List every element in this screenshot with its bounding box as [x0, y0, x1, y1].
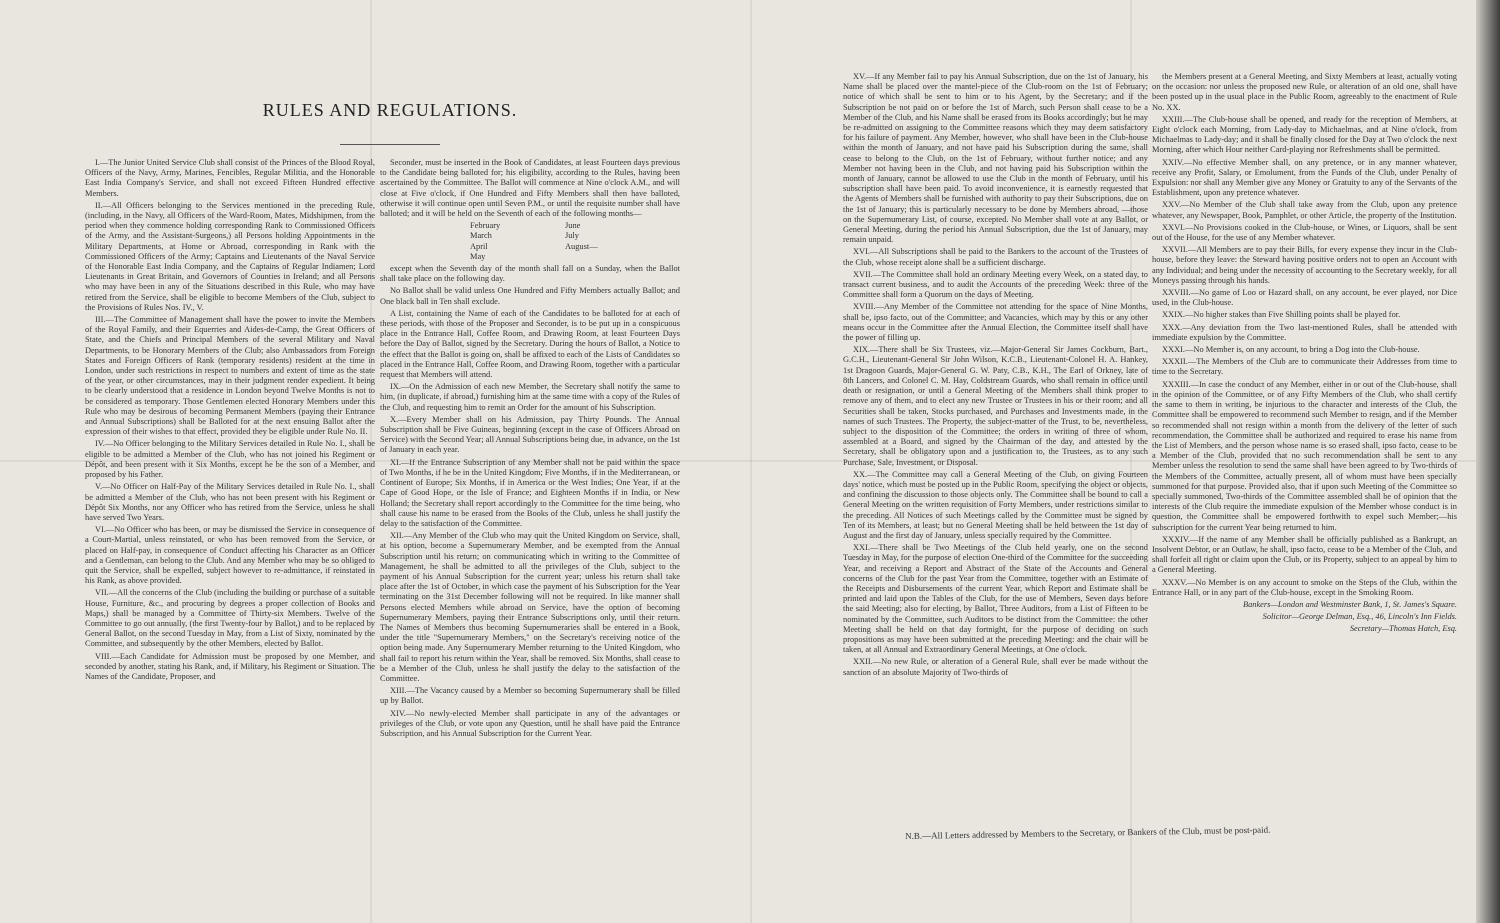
rule-paragraph: XXV.—No Member of the Club shall take away from the Club, upon any pretence whatever, any Newspaper, Book, Pamphlet, or other Article, the property of the Institution.: [1152, 200, 1457, 220]
column-1: [85, 158, 375, 920]
rule-paragraph: XXXIV.—If the name of any Member shall be officially published as a Bankrupt, an Insolvent Debtor, or an Outlaw, he shall, ipso facto, cease to be a Member of the Club, and shall forfeit all right or claim upon the Club, or its Property, subject to an appeal by him to a General Meeting.: [1152, 534, 1457, 575]
rule-paragraph: XXVII.—All Members are to pay their Bills, for every expense they incur in the Club-house, before they leave: the Steward having positive orders not to open an Account with any Individual; and being under the necessity of accounting to the Secretary weekly, for all Moneys passing through his hands.: [1152, 245, 1457, 285]
month-item: August—: [565, 241, 598, 251]
rule-paragraph: VI.—No Officer who has been, or may be dismissed the Service in consequence of a Court-Martial, unless reinstated, or who has been removed from the Service, or placed on Half-pay, in consequence of Conduct affecting his Character as an Officer and a Gentleman, can belong to the Club. And any Member who may be so obliged to quit the Service, shall be expelled, subject however to re-admittance, if reinstated in his Rank, as above provided.: [85, 525, 375, 586]
rule-paragraph: XVII.—The Committee shall hold an ordinary Meeting every Week, on a stated day, to transact current business, and to audit the Accounts of the preceding Week: three of the Committee shall form a Quorum on the days of Meeting.: [843, 269, 1148, 300]
column-4: [1152, 72, 1457, 822]
rule-paragraph: XIX.—There shall be Six Trustees, viz.—Major-General Sir James Cockburn, Bart., G.C.H., Lieutenant-General Sir John Wilson, K.C.B., Lieutenant-Colonel H. A. Hankey, 1st Dragoon Guards, Major-General G. W. Paty, C.B., K.H., The Earl of Orkney, late of 8th Lancers, and Colonel C. M. Hay, Coldstream Guards, who shall remain in office until death or resignation, or until a General Meeting of the Members shall think proper to remove any of them, and to elect any new Trustee or Trustees in his or their room; and all Securities shall be taken, Stocks purchased, and Purchases and Investments made, in the names of such Trustees. The Property, the subject-matter of the Trust, to be, nevertheless, subject to the disposition of the Committee; the orders in writing of three of whom, assembled at a Board, and signed by the Chairman of the day, and attested by the Secretary, shall be obligatory upon and a justification to, the Trustees, as to any such Purchase, Sale, Investment, or Disposal.: [843, 345, 1148, 467]
month-item: [565, 252, 630, 262]
rule-paragraph: IX.—On the Admission of each new Member, the Secretary shall notify the same to him, (in duplicate, if abroad,) furnishing him at the same time with a copy of the Rules of the Club, and requesting him to remit an Order for the amount of his Subscription.: [380, 382, 680, 412]
footnote: N.B.—All Letters addressed by Members to the Secretary, or Bankers of the Club, must be post-paid.: [904, 824, 1271, 842]
rule-paragraph: XII.—Any Member of the Club who may quit the United Kingdom on Service, shall, at his option, become a Supernumerary Member, and be exempted from the Annual Subscription until his return; on communicating which in writing to the Committee of Management, he shall be admitted to all the privileges of the Club, subject to the payment of his Annual Subscription for the current year; unless his return shall take place after the 1st of October, in which case the payment of his Subscription for the Year terminating on the 31st December following will not be required. In like manner shall Persons elected Members while abroad on Service, have the option of becoming Supernumerary Members, paying their Entrance Subscriptions only, until their return. The Names of Members thus becoming Supernumeraries shall be entered in a Book, under the title "Supernumerary Members," on the Secretary's receiving notice of the option being made. Any Supernumerary Member returning to the United Kingdom, who shall fail to report his return within the Year, shall be removed. Six Months, shall cease to be a Member of the Club, unless he shall justify the delay to the satisfaction of the Committee.: [380, 531, 680, 683]
rule-paragraph: XXXII.—The Members of the Club are to communicate their Addresses from time to time to the Secretary.: [1152, 357, 1457, 377]
rule-paragraph: No Ballot shall be valid unless One Hundred and Fifty Members actually Ballot; and One black ball in Ten shall exclude.: [380, 286, 680, 306]
rule-paragraph: XXI.—There shall be Two Meetings of the Club held yearly, one on the second Tuesday in May, for the purpose of election One-third of the Committee for the succeeding Year, and receiving a Report and Abstract of the State of the Accounts and General concerns of the Club for the past Year from the Committee, together with an Estimate of the Receipts and Disbursements of the current Year, which Report and Estimate shall be printed and laid upon the Tables of the Club, for the use of Members, Seven days before the said Meeting; also for electing, by Ballot, Three Auditors, from a List of Fifteen to be nominated by the Committee, such Auditors to be distinct from the Committee: the other Meeting shall be held on that day fortnight, for the purpose of deciding on such propositions as may have been submitted at the preceding Meeting: and the chair will be taken, at all Annual and Extraordinary General Meetings, at One o'clock.: [843, 543, 1148, 655]
rule-paragraph: XVI.—All Subscriptions shall be paid to the Bankers to the account of the Trustees of the Club, whose receipt alone shall be a sufficient discharge.: [843, 247, 1148, 267]
page-edge-shadow: [1476, 0, 1500, 923]
rule-paragraph: I.—The Junior United Service Club shall consist of the Princes of the Blood Royal, Officers of the Navy, Army, Marines, Fencibles, Regular Militia, and the Honorable East India Company's Service, and shall not exceed Fifteen Hundred effective Members.: [85, 158, 375, 198]
rule-paragraph: XXXIII.—In case the conduct of any Member, either in or out of the Club-house, shall in the opinion of the Committee, or of any Fifty Members of the Club, who shall certify the same to them in writing, be injurious to the character and interests of the Club, the Committee shall be empowered to recommend such Member to resign, and if the Member so recommended shall not resign within a month from the delivery of the letter of such recommendation, the Committee shall be authorized and required to erase his name from the List of Members, and the person whose name is so erased shall, ipso facto, cease to be a Member of the Club, provided that no such recommendation shall be sent to any Member unless the resolution to send the same shall have been agreed to by Two-thirds of the Members of the Committee, actually present, all of whom must have been specially summoned for that purpose. Provided also, that if upon such Meeting of the Committee so specially summoned, Two-thirds of the Committee assembled shall be of opinion that the interests of the Club require the immediate expulsion of the Member whose conduct is in question, the Committee shall be empowered forthwith to expel such Member;—his subscription for the current Year being returned to him.: [1152, 379, 1457, 532]
document-title: RULES AND REGULATIONS.: [262, 100, 518, 120]
month-item: March: [470, 231, 492, 241]
rule-paragraph: XXII.—No new Rule, or alteration of a General Rule, shall ever be made without the sanction of an absolute Majority of Two-thirds of: [843, 657, 1148, 677]
ballot-months-list: [470, 221, 630, 262]
rule-paragraph: XXX.—Any deviation from the Two last-mentioned Rules, shall be attended with immediate expulsion by the Committee.: [1152, 322, 1457, 342]
rule-paragraph: XXXV.—No Member is on any account to smoke on the Steps of the Club, within the Entrance Hall, or in any part of the Club-house, except in the Smoking Room.: [1152, 577, 1457, 597]
column-3: [843, 72, 1148, 822]
month-item: July: [565, 231, 579, 241]
rule-paragraph: XXIV.—No effective Member shall, on any pretence, or in any manner whatever, receive any Profit, Salary, or Emolument, from the Funds of the Club, under Penalty of Expulsion: nor shall any Member give any Money or Gratuity to any of the Servants of the Establishment, upon any pretence whatever.: [1152, 157, 1457, 198]
rule-paragraph: VII.—All the concerns of the Club (including the building or purchase of a suitable House, Furniture, &c., and procuring by degrees a proper collection of Books and Maps,) shall be managed by a Committee of Thirty-six Members. Twelve of the Committee to go out annually, (the first Twenty-four by Ballot,) and to be replaced by General Ballot, on the second Tuesday in May, from a List of Sixty, nominated by the Committee, and subsequently by the other Members, elected by Ballot.: [85, 588, 375, 649]
rule-paragraph: XXIX.—No higher stakes than Five Shilling points shall be played for.: [1162, 310, 1401, 320]
column-2: [380, 158, 680, 920]
rule-paragraph: VIII.—Each Candidate for Admission must be proposed by one Member, and seconded by another, stating his Rank, and, if Military, his Regiment or Situation. The Names of the Candidate, Proposer, and: [85, 651, 375, 681]
rule-paragraph: Seconder, must be inserted in the Book of Candidates, at least Fourteen days previous to the Candidate being balloted for; his eligibility, according to the Rules, having been ascertained by the Committee. The Ballot will commence at Nine o'clock A.M., and will close at Five o'clock, if One Hundred and Fifty Members shall then have balloted, otherwise it will continue open until Seven P.M., or until the requisite number shall have balloted; and it will be held on the Seventh of each of the following months—: [380, 158, 680, 219]
title-divider: [340, 144, 440, 145]
rule-paragraph: XX.—The Committee may call a General Meeting of the Club, on giving Fourteen days' notice, which must be posted up in the Public Room, specifying the object or objects, and confining the discussion to those objects only. The Committee shall be bound to call a General Meeting on the written requisition of Forty Members, under restrictions similar to the preceding. All Notices of such Meetings called by the Committee must be signed by Ten of its Members, at least; but no General Meeting shall be held between the 1st day of August and the first day of January, unless specially required by the Committee.: [843, 469, 1148, 540]
month-item: April: [470, 241, 488, 251]
month-item: May: [470, 251, 486, 261]
signatory-secretary: Secretary—Thomas Hatch, Esq.: [1349, 624, 1457, 634]
rule-paragraph: XV.—If any Member fail to pay his Annual Subscription, due on the 1st of January, his Name shall be placed over the mantel-piece of the Club-room on the 1st of February; notice of which shall be sent to him or to his Agent, by the Secretary; and if the Subscription be not paid on or before the 1st of March, such Person shall cease to be a Member of the Club, and his Name shall be erased from its Books accordingly; but he may be re-admitted on assigning to the Committee reasons which they may deem satisfactory for his failure of payment. Any Member, however, who shall have been in the Club-house within the month of January, and not have paid his Subscription during the same, shall cease to belong to the Club, on the 1st of February, without further notice; and any Member not having been in the Club, and not having paid his Subscription within the month of January, cannot be allowed to use the Club in the month of February, until his subscription shall have been paid. To avoid inconvenience, it is earnestly requested that the Agents of Members shall be furnished with authority to pay their Subscriptions, due on the 1st of January; this is particularly necessary to be done by Members abroad, —those on the Supernumerary List, of course, excepted. No Member shall vote at any Ballot, or General Meeting, during the period his Annual Subscription, due the 1st of January, may remain unpaid.: [843, 72, 1148, 245]
rule-paragraph: A List, containing the Name of each of the Candidates to be balloted for at each of these periods, with those of the Proposer and Seconder, is to be put up in a conspicuous place in the Entrance Hall, Coffee Room, and Drawing Room, at least Fourteen Days before the Day of Ballot, signed by the Secretary. During the hours of Ballot, a Notice to the effect that the Ballot is going on, shall be affixed to each of the Lists of Candidates so placed in the Entrance Hall, Coffee Room, and Drawing Room, together with a particular request that Members will attend.: [380, 308, 680, 380]
rule-paragraph: the Members present at a General Meeting, and Sixty Members at least, actually voting on the occasion: nor unless the proposed new Rule, or alteration of an old one, shall have been posted up in the usual place in the Public Room, agreeably to the enactment of Rule No. XX.: [1152, 72, 1457, 112]
month-item: June: [565, 221, 581, 231]
rule-paragraph: II.—All Officers belonging to the Services mentioned in the preceding Rule, (including, in the Navy, all Officers of the Ward-Room, Mates, Midshipmen, from the period when they commence holding corresponding Rank to Commissioned Officers of the Army, and the Assistant-Surgeons,) all Persons holding Appointments in the Military Departments, at Home or Abroad, corresponding in Rank with the Commissioned Officers of the Army; Captains and Lieutenants of the Naval Service of the Honorable East India Company, and the Captains of Regular Indiamen; Lord Lieutenants in Great Britain, and Governors of Counties in Ireland; and all Persons who may have been in any of the Situations described in this Rule, who may have retired from the Service, shall be eligible to become Members of the Club, subject to the Provisions of Rules Nos. IV., V.: [85, 200, 375, 312]
rule-paragraph: XIII.—The Vacancy caused by a Member so becoming Supernumerary shall be filled up by Ballot.: [380, 686, 680, 706]
rule-paragraph: XXXI.—No Member is, on any account, to bring a Dog into the Club-house.: [1162, 345, 1420, 355]
month-item: February: [470, 221, 501, 231]
rule-paragraph: IV.—No Officer belonging to the Military Services detailed in Rule No. I., shall be eligible to be admitted a Member of the Club, who has not joined his Regiment or Dépôt, and been present with it Six Months, except he be the son of a Member, and proposed by his Father.: [85, 439, 375, 480]
rule-paragraph: X.—Every Member shall on his Admission, pay Thirty Pounds. The Annual Subscription shall be Five Guineas, beginning (except in the case of Officers Abroad on Service) with the Second Year; all Annual Subscriptions being due, in advance, on the 1st of January in each year.: [380, 414, 680, 455]
signatory-solicitor: Solicitor—George Delman, Esq., 46, Lincoln's Inn Fields.: [1262, 612, 1457, 622]
rule-paragraph: except when the Seventh day of the month shall fall on a Sunday, when the Ballot shall take place on the following day.: [380, 264, 680, 284]
rule-paragraph: XVIII.—Any Member of the Committee not attending for the space of Nine Months, shall be, ipso facto, out of the Committee; and Vacancies, which may by this or any other means occur in the Committee after the Annual Election, the Committee itself shall have the power of filling up.: [843, 302, 1148, 343]
rule-paragraph: XIV.—No newly-elected Member shall participate in any of the advantages or privileges of the Club, or vote upon any Question, until he shall have paid the Entrance Subscription, and his Annual Subscription for the Current Year.: [380, 708, 680, 738]
rule-paragraph: III.—The Committee of Management shall have the power to invite the Members of the Royal Family, and their Equerries and Aides-de-Camp, the Great Officers of State, and the Chiefs and Principal Members of the several Military and Naval Departments, to be Honorary Members of the Club; also Ambassadors from Foreign States and Foreign Officers of Rank (temporary residents) resident at the time in London, under such restrictions in respect to numbers and extent of time as the state of the year, or other circumstances, may in their judgment render expedient. It being to be clearly understood that a residence in London beyond Twelve Months is not to be considered as temporary. Those Gentlemen elected Honorary Members under this Rule who may be desirous of becoming Permanent Members (paying their Entrance and Annual Subscriptions) shall be Balloted for at the next ensuing Ballot after the expression of their wishes to that effect, provided they be eligible under Rule No. II.: [85, 315, 375, 437]
rule-paragraph: XXIII.—The Club-house shall be opened, and ready for the reception of Members, at Eight o'clock each Morning, from Lady-day to Michaelmas, and at Nine o'clock, from Michaelmas to Lady-day; and it shall be finally closed for the Day at Two o'clock the next Morning, after which Hour neither Card-playing nor Refreshments shall be permitted.: [1152, 114, 1457, 155]
rule-paragraph: V.—No Officer on Half-Pay of the Military Services detailed in Rule No. I., shall be admitted a Member of the Club, who has not been present with his Regiment or Dépôt Six Months, nor any Officer who has retired from the Service, unless he shall have served Two Years.: [85, 482, 375, 522]
rule-paragraph: XXVI.—No Provisions cooked in the Club-house, or Wines, or Liquors, shall be sent out of the House, for the use of any Member whatever.: [1152, 222, 1457, 243]
signatory-bankers: Bankers—London and Westminster Bank, 1, St. James's Square.: [1242, 599, 1457, 609]
rule-paragraph: XI.—If the Entrance Subscription of any Member shall not be paid within the space of Two Months, if he be in the United Kingdom; Five Months, if in the Mediterranean, or Continent of Europe; Six Months, if in America or the West Indies; One Year, if at the Cape of Good Hope, or the Isle of France; and Eighteen Months if in India, or New Holland; the Secretary shall report accordingly to the Committee for the time being, who shall cause his name to be erased from the Books of the Club, unless he shall justify the delay to the satisfaction of the Committee.: [380, 457, 680, 528]
rule-paragraph: XXVIII.—No game of Loo or Hazard shall, on any account, be ever played, nor Dice used, in the Club-house.: [1152, 288, 1457, 308]
